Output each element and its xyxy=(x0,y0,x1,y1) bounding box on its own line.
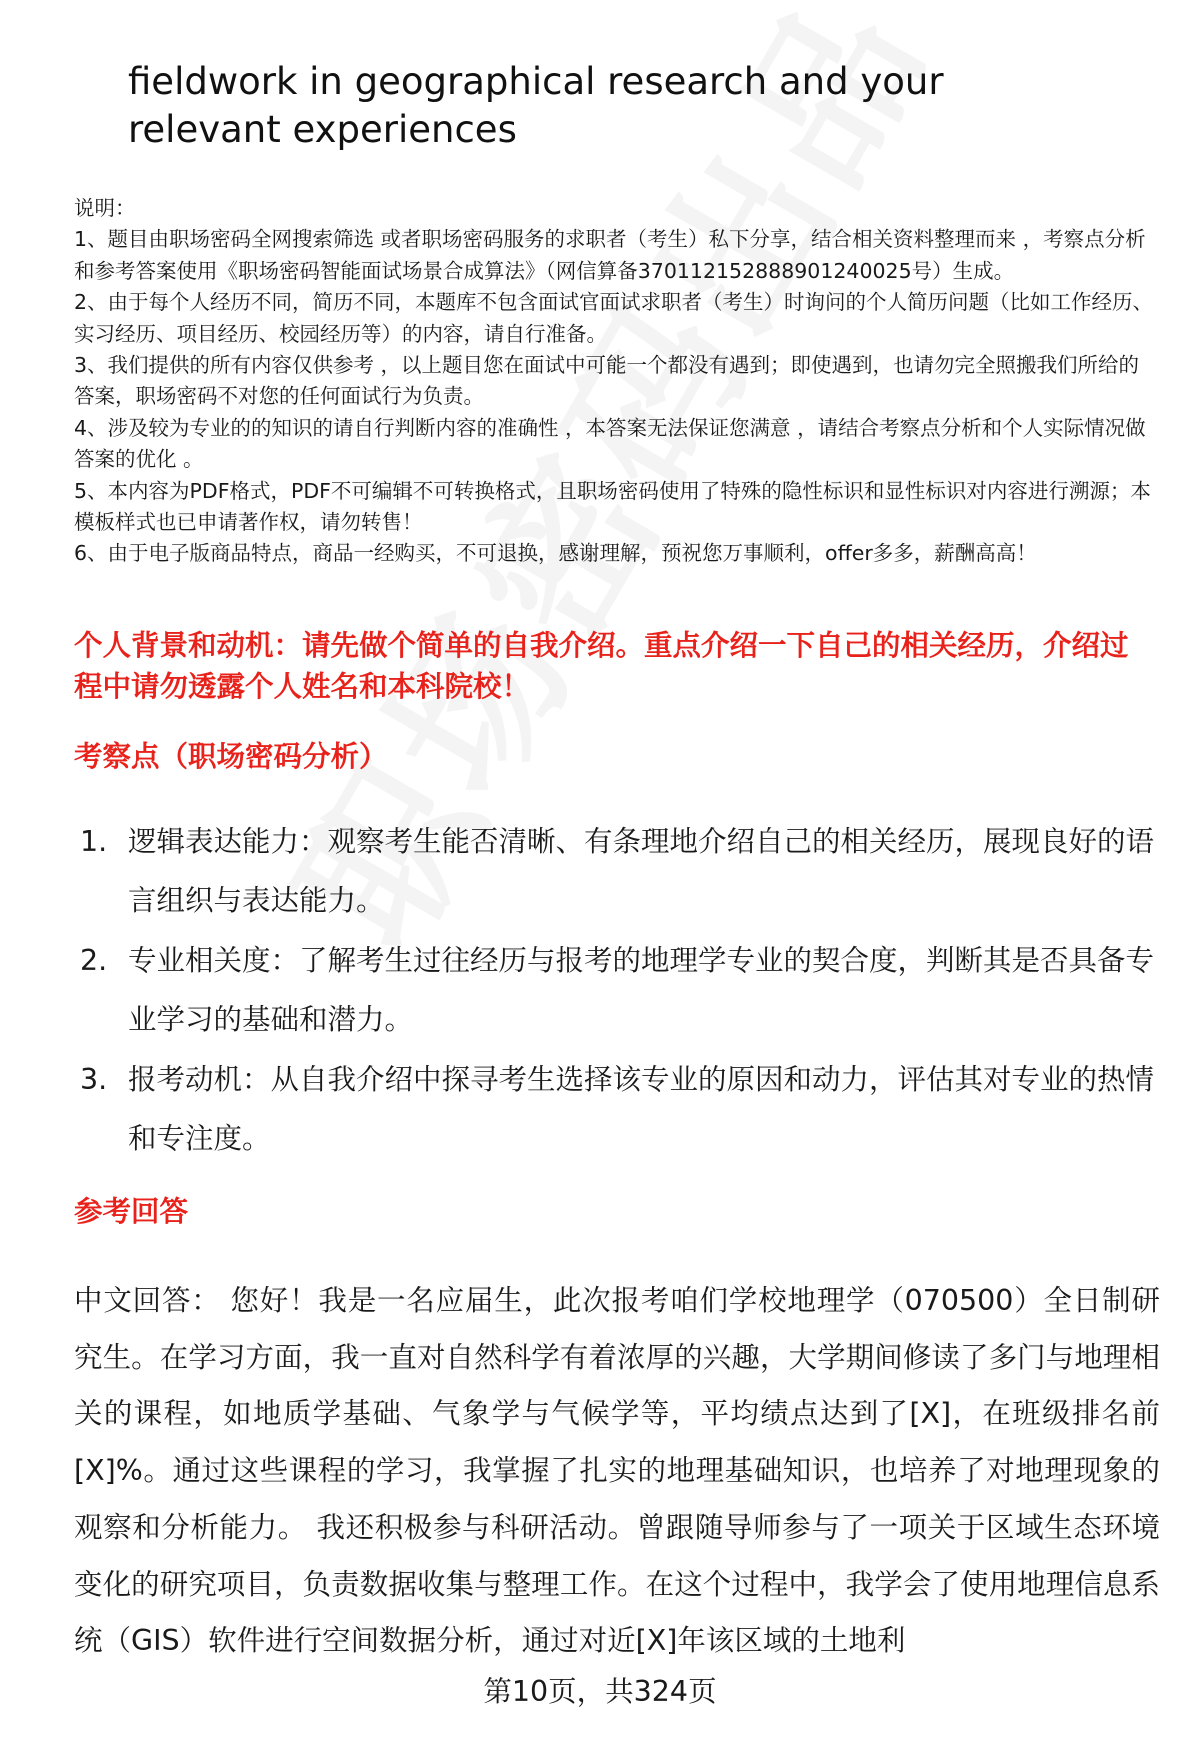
note-item: 4、涉及较为专业的的知识的请自行判断内容的准确性 ，本答案无法保证您满意 ，请结合考察点分析和个人实际情况做答案的优化 。 xyxy=(74,415,1146,472)
note-item: 5、本内容为PDF格式，PDF不可编辑不可转换格式，且职场密码使用了特殊的隐性标识和显性标识对内容进行溯源；本模板样式也已申请著作权，请勿转售！ xyxy=(74,478,1151,535)
note-item: 2、由于每个人经历不同，简历不同，本题库不包含面试官面试求职者（考生）时询问的个人简历问题（比如工作经历、实习经历、项目经历、校园经历等）的内容，请自行准备。 xyxy=(74,290,1154,346)
page-number: 第10页，共324页 xyxy=(483,1675,717,1708)
analysis-point xyxy=(80,813,1160,930)
note-item: 6、由于电子版商品特点，商品一经购买，不可退换，感谢理解，预祝您万事顺利，offer多多，薪酬高高！ xyxy=(74,541,1037,566)
question-heading-continuation: fieldwork in geographical research and your relevant experiences xyxy=(128,60,944,151)
point-number: 3. xyxy=(80,1063,108,1096)
note-item: 3、我们提供的所有内容仅供参考 ，以上题目您在面试中可能一个都没有遇到；即使遇到，也请勿完全照搬我们所给的答案，职场密码不对您的任何面试行为负责。 xyxy=(74,353,1140,409)
interview-question: 个人背景和动机：请先做个简单的自我介绍。重点介绍一下自己的相关经历，介绍过程中请勿透露个人姓名和本科院校！ xyxy=(74,629,1129,703)
point-number: 1. xyxy=(80,825,108,858)
point-text: 专业相关度：了解考生过往经历与报考的地理学专业的契合度，判断其是否具备专业学习的基础和潜力。 xyxy=(128,944,1155,1036)
point-number: 2. xyxy=(80,944,108,977)
point-text: 逻辑表达能力：观察考生能否清晰、有条理地介绍自己的相关经历，展现良好的语言组织与表达能力。 xyxy=(128,825,1155,917)
notes-title: 说明： xyxy=(74,196,136,220)
analysis-point xyxy=(80,932,1160,1049)
reference-answer-text: 中文回答： 您好！我是一名应届生，此次报考咱们学校地理学（070500）全日制研究生。在学习方面，我一直对自然科学有着浓厚的兴趣，大学期间修读了多门与地理相关的课程，如地质学基础、气象学与气候学等，平均绩点达到了[X]，在班级排名前[X]%。通过这些课程的学习，我掌握了扎实的地理基础知识，也培养了对地理现象的观察和分析能力。 我还积极参与科研活动。曾跟随导师参与了一项关于区域生态环境变化的研究项目，负责数据收集与整理工作。在这个过程中，我学会了使用地理信息系统（GIS）软件进行空间数据分析，通过对近[X]年该区域的土地利 xyxy=(74,1284,1160,1658)
analysis-title: 考察点（职场密码分析） xyxy=(74,740,388,773)
reference-answer-title: 参考回答 xyxy=(74,1195,189,1228)
analysis-point xyxy=(80,1051,1160,1168)
point-text: 报考动机：从自我介绍中探寻考生选择该专业的原因和动力，评估其对专业的热情和专注度。 xyxy=(128,1063,1155,1155)
analysis-points xyxy=(80,813,1160,1170)
notes-block xyxy=(74,193,1154,570)
note-item: 1、题目由职场密码全网搜索筛选 或者职场密码服务的求职者（考生）私下分享，结合相关资料整理而来 ，考察点分析和参考答案使用《职场密码智能面试场景合成算法》（网信算备370112152888901240025号）生成。 xyxy=(74,227,1146,283)
